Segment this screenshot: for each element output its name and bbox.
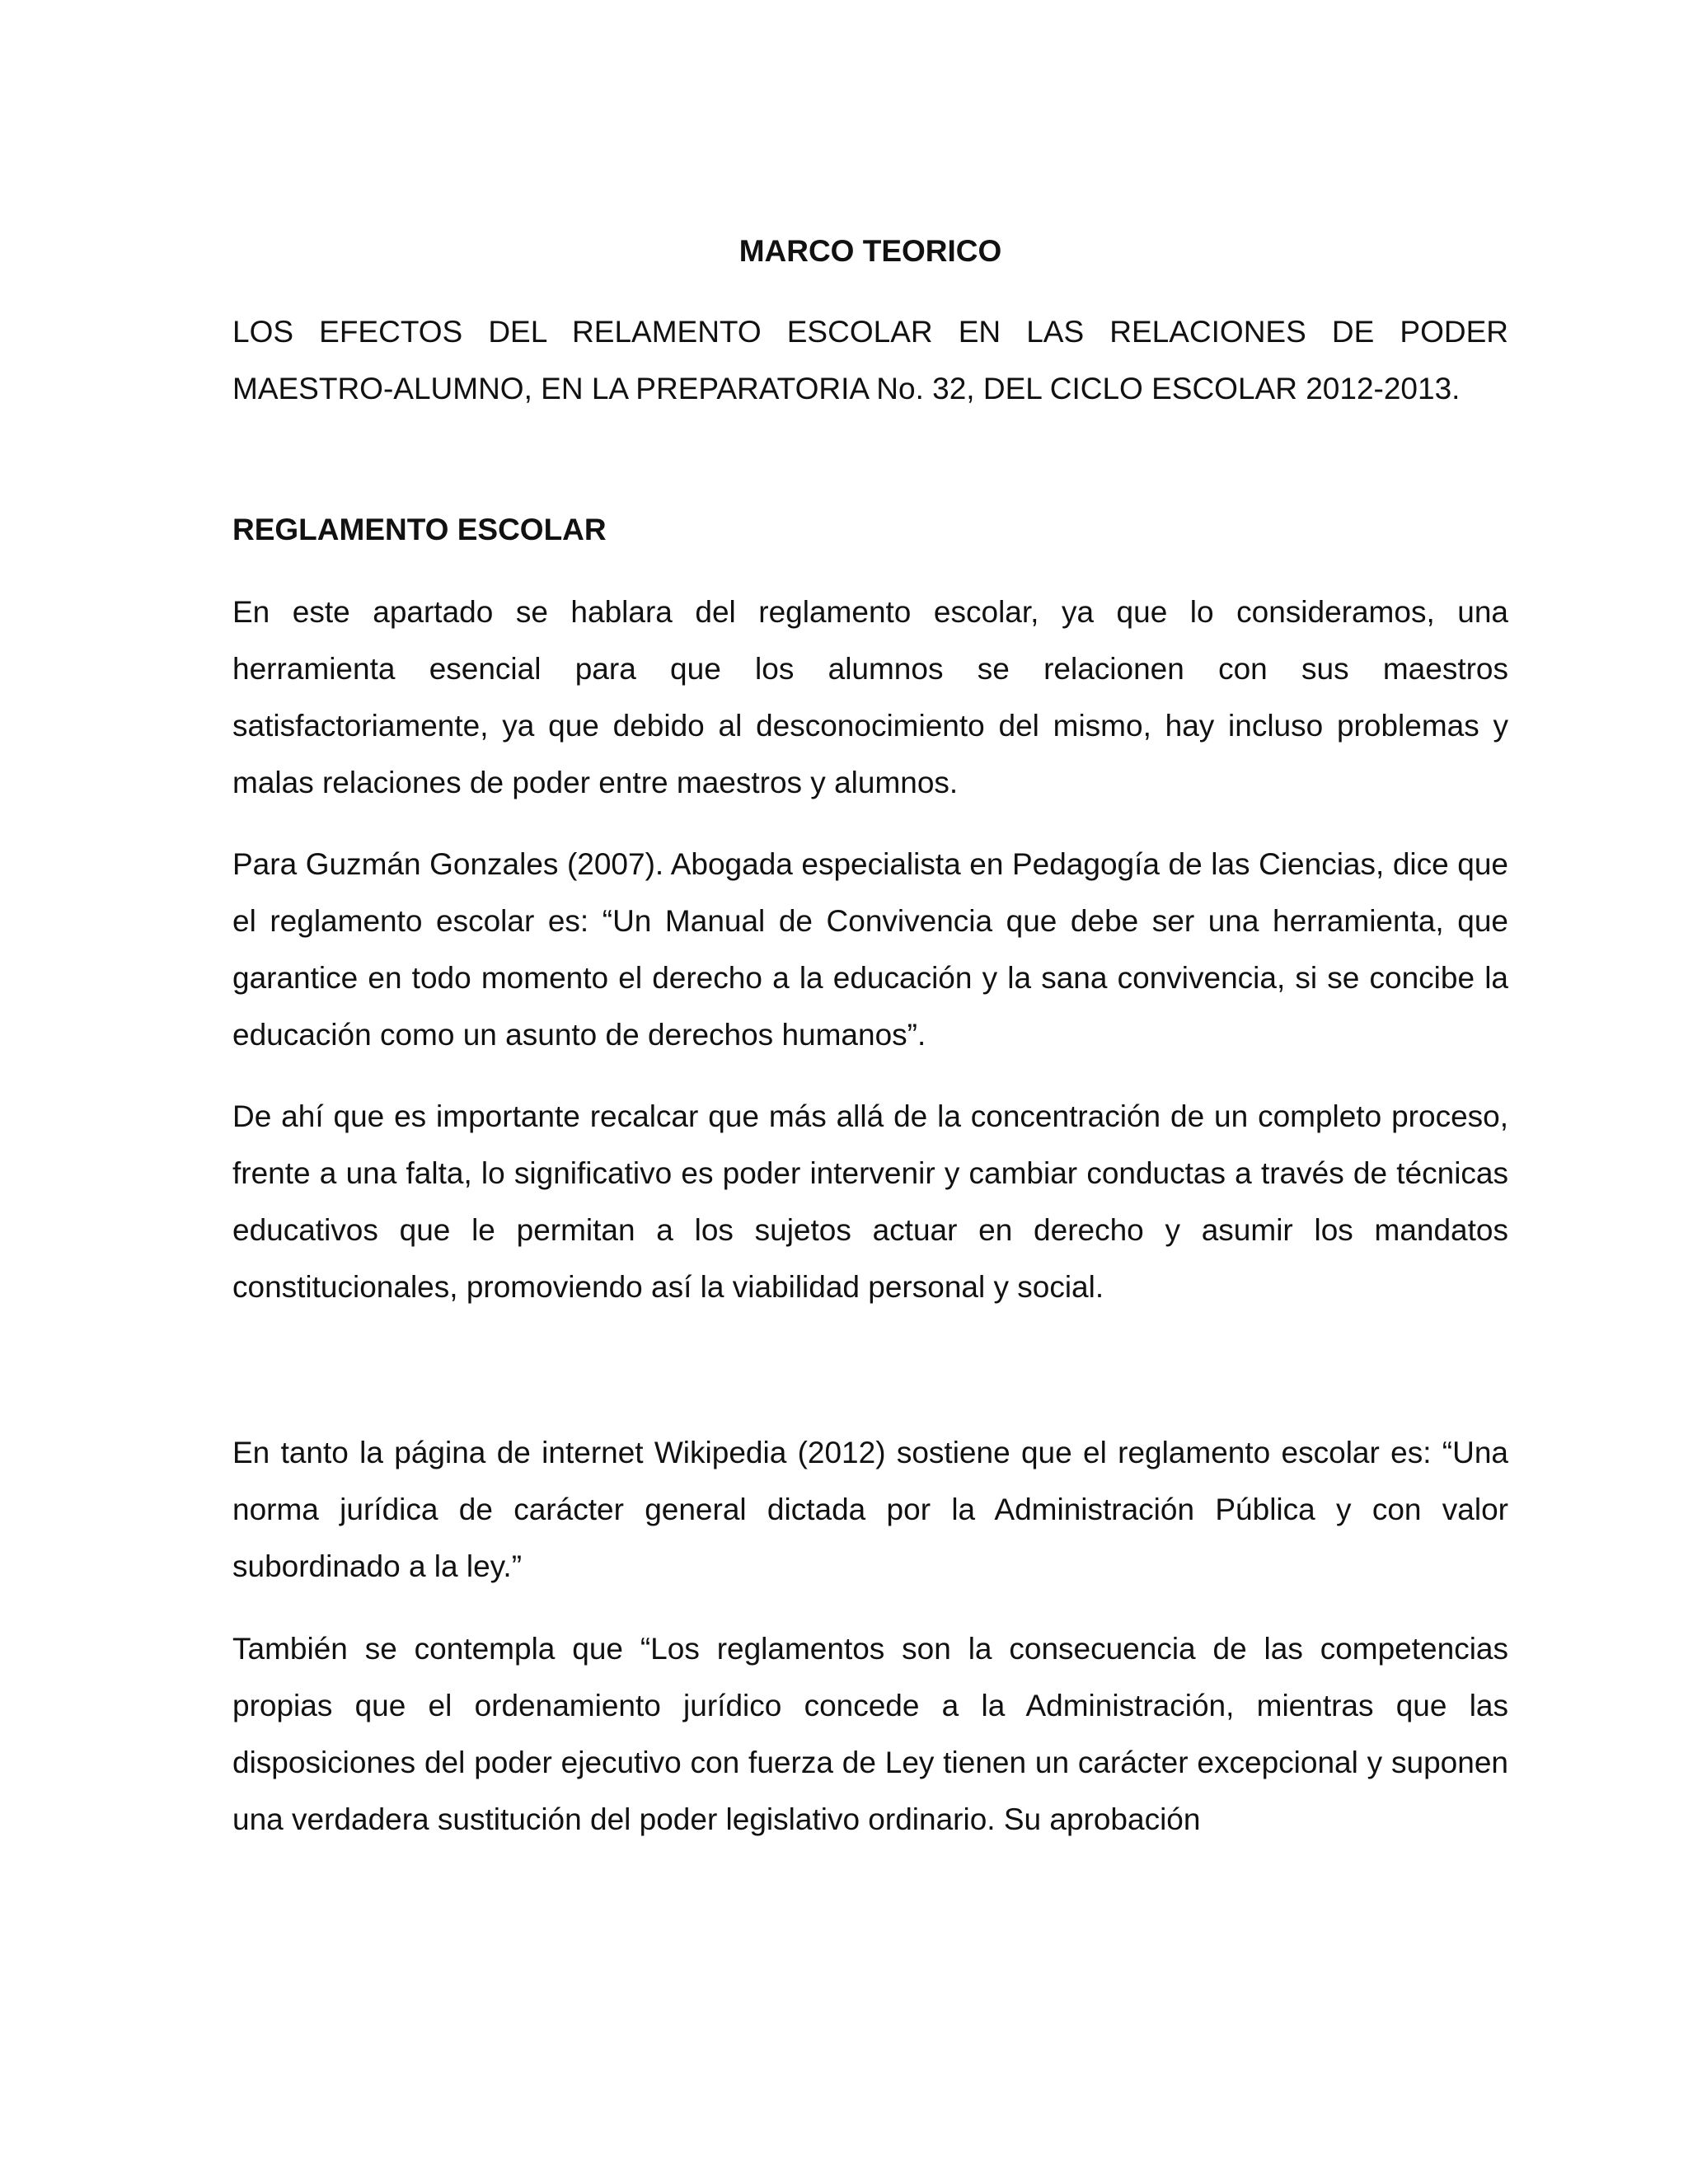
paragraph-guzman: Para Guzmán Gonzales (2007). Abogada especialista en Pedagogía de las Ciencias, dice que el reglamento escolar es: “Un Manual de Convivencia que debe ser una herramienta, que garantice en todo momento el derecho a la educación y la sana convivencia, si se concibe la educación como un asunto de derechos humanos”. xyxy=(232,847,1508,1052)
section-heading: REGLAMENTO ESCOLAR xyxy=(232,513,607,546)
page-title: MARCO TEORICO xyxy=(738,234,1002,268)
document-page xyxy=(232,0,1508,2184)
document-subtitle: LOS EFECTOS DEL RELAMENTO ESCOLAR EN LAS RELACIONES DE PODER MAESTRO-ALUMNO, EN LA PREPARATORIA No. 32, DEL CICLO ESCOLAR 2012-2013. xyxy=(232,315,1508,405)
paragraph-intro: En este apartado se hablara del reglamento escolar, ya que lo consideramos, una herramienta esencial para que los alumnos se relacionen con sus maestros satisfactoriamente, ya que debido al desconocimiento del mismo, hay incluso problemas y malas relaciones de poder entre maestros y alumnos. xyxy=(232,595,1508,799)
paragraph-wikipedia: En tanto la página de internet Wikipedia (2012) sostiene que el reglamento escolar es: “Una norma jurídica de carácter general dictada por la Administración Pública y con valor subordinado a la ley.” xyxy=(232,1436,1508,1583)
paragraph-contempla: También se contempla que “Los reglamentos son la consecuencia de las competencias propias que el ordenamiento jurídico concede a la Administración, mientras que las disposiciones del poder ejecutivo con fuerza de Ley tienen un carácter excepcional y suponen una verdadera sustitución del poder legislativo ordinario. Su aprobación xyxy=(232,1632,1508,1836)
paragraph-recalcar: De ahí que es importante recalcar que más allá de la concentración de un completo proceso, frente a una falta, lo significativo es poder intervenir y cambiar conductas a través de técnicas educativos que le permitan a los sujetos actuar en derecho y asumir los mandatos constitucionales, promoviendo así la viabilidad personal y social. xyxy=(232,1099,1508,1304)
